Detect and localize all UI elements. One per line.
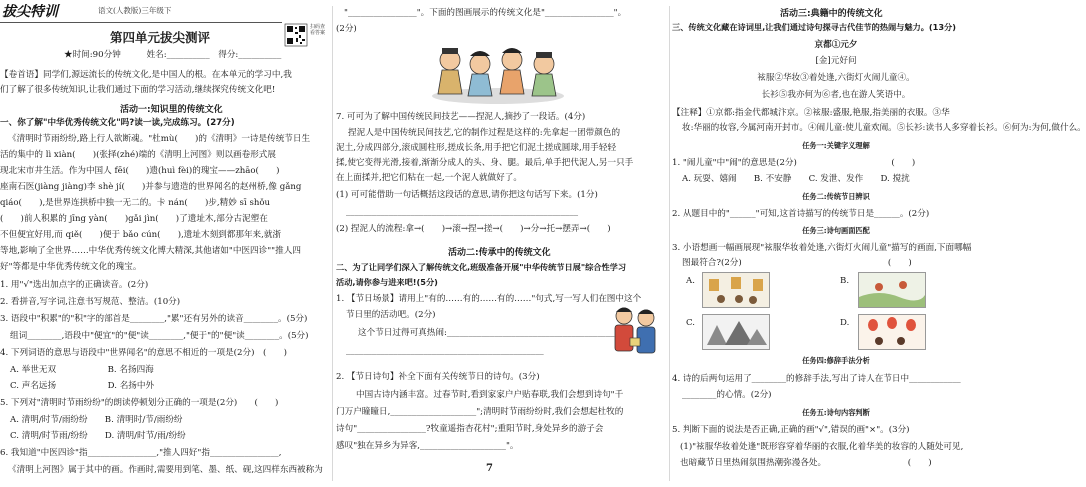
poem-notes-cont: 妆:华丽的妆容,今属河南开封市。④闹儿童:使儿童欢闹。⑤长衫:读书人多穿着长衫。⑥何为:为何,做什么。 — [682, 123, 1086, 133]
section-3-heading: 三、传统文化藏在诗词里,让我们通过诗句探寻古代佳节的热闹与魅力。(13分) — [672, 22, 956, 32]
answer-blank[interactable]: ______________________________________________ — [346, 346, 544, 356]
task-5-heading: 任务五:诗句内容判断 — [802, 408, 870, 417]
clay-figure — [438, 48, 462, 94]
passage-line: 感叹"独在异乡为异客,____________________"。 — [336, 441, 519, 451]
statement-1-cont: 也暗藏节日里热闹氛围热潮弥漫各处。 ( ) — [680, 458, 932, 468]
answer-blank[interactable]: 这个节日过得可真热闹:_______________________________________ — [358, 328, 615, 338]
statement-1: (1)"袨服华妆着处逢"既形容穿着华丽的衣服,化着华美的妆容的人随处可见, — [680, 442, 964, 452]
option-label: C. — [686, 318, 696, 328]
passage-line: 现北宋市井生活。作为中国人 fēi( )遗(huì fèi)的瑰宝——zhāo( ) — [0, 166, 280, 176]
question-3-2: 2. 从题目中的"______"可知,这首诗描写的传统节日是______。(2分) — [672, 209, 930, 219]
question-3-3-cont: 图最符合?(2分) ( ) — [682, 258, 912, 268]
option-row: C. 清明/时节雨/纷纷 D. 清明/时节/雨/纷纷 — [10, 431, 186, 441]
option-label: B. — [840, 276, 850, 286]
poem-line-2: 长衫⑤我亦何为⑥者,也在游人笑语中。 — [761, 90, 911, 100]
question-6-score: (2分) — [336, 24, 357, 34]
option-row: A. 举世无双 B. 名扬四海 — [10, 365, 154, 375]
section-2-heading: 二、为了让同学们深入了解传统文化,班级准备开展"中华传统节日展"综合性学习 — [336, 262, 627, 272]
poem-author: [金]元好问 — [815, 56, 857, 66]
brand-logo: 拔尖特训 — [2, 4, 58, 20]
passage-line: 在上面揉并,把它们粘在一起,一个泥人就做好了。 — [336, 173, 522, 183]
passage-line: 活的集中的 lì xiàn( )(张择(zhé)端的《清明上河图》则以画卷形式展 — [0, 150, 276, 160]
passage-line: 等地,影响了全世界……中华优秀传统文化博大精深,其他诸如"中医四诊""推人四 — [0, 246, 301, 256]
question-2-2: 2. 【节日诗句】补全下面有关传统节日的诗句。(3分) — [336, 372, 540, 382]
question-2-1: 1. 【节日场景】请用上"有的……有的……有的……"句式,写一写人们在图中这个 — [336, 294, 642, 304]
question-6-cont: 《清明上河图》属于其中的画。作画时,需要用到笔、墨、纸、砚,这四样东西被称为 — [8, 465, 323, 475]
section-2-heading-cont: 活动,请你参与进来吧!(5分) — [336, 277, 438, 287]
right-column — [672, 0, 1086, 487]
qr-caption: 扫码查看答案 — [310, 24, 326, 36]
option-a-picture[interactable] — [702, 272, 770, 308]
subject-label: 语文(人教版)三年级下 — [98, 6, 172, 15]
task-3-heading: 任务三:诗句画面匹配 — [802, 226, 870, 235]
passage-line: qiáo( ),是世界连拱桥中独一无二的。卡 nán( )步,精妙 sī shǒu — [0, 198, 271, 208]
question-5: 5. 下列对"清明时节雨纷纷"的朗读停顿划分正确的一项是(2分) ( ) — [0, 398, 279, 408]
passage-line: 好"等都是中华优秀传统文化的瑰宝。 — [0, 262, 142, 272]
passage-line: 捏泥人是中国传统民间技艺,它的制作过程是这样的:先拿起一团带颜色的 — [348, 128, 621, 138]
passage-line: 座南石医(jiàng jiàng)李 shè jí( )并参与遗造的世界闻名的赵州桥,像 gǎng — [0, 182, 302, 192]
header-rule — [0, 22, 282, 23]
poem-line-1: 袨服②华妆③着处逢,六街灯火闹儿童④。 — [757, 73, 915, 83]
option-b-picture[interactable] — [858, 272, 926, 308]
question-7-1: (1) 可可能借助一句话概括这段话的意思,请你把这句话写下来。(1分) — [336, 190, 598, 200]
question-6: 6. 我知道"中医四诊"指________________,"推人四好"指________________, — [0, 448, 282, 458]
poem-notes: 【注释】①京都:指金代都城汴京。②袨服:盛服,艳服,指美丽的衣服。③华 — [672, 108, 950, 118]
question-4: 4. 下列词语的意思与语段中"世界闻名"的意思不相近的一项是(2分) ( ) — [0, 348, 287, 358]
passage-line: 诗句"________________?牧童遥指杏花村";重阳节时,身处异乡的游子会 — [336, 424, 604, 434]
option-row: A. 玩耍、嬉闹 B. 不安静 C. 发泄、发作 D. 搅扰 — [682, 174, 910, 184]
question-6-tail: "________________"。下面的图画展示的传统文化是"________________"。 — [344, 8, 627, 18]
question-3-4: 4. 诗的后两句运用了________的修辞手法,写出了诗人在节日中____________ — [672, 374, 961, 384]
question-3: 3. 语段中"积累"的"积"字的部首是________,"累"还有另外的读音________。(5分) — [0, 314, 308, 324]
activity-3-heading: 活动三:典籍中的传统文化 — [780, 9, 883, 19]
question-3-1: 1. "闹儿童"中"闹"的意思是(2分) ( ) — [672, 158, 916, 168]
option-c-picture[interactable] — [702, 314, 770, 350]
middle-column — [336, 0, 666, 487]
passage-line: 不但便宜好用,而 qiě( )便于 bǎo cún( ),遗址木刻到都那年来,就浙 — [0, 230, 282, 240]
question-2-1-cont: 节日里的活动吧。(2分) — [346, 310, 436, 320]
answer-blank[interactable]: ______________________________________________________ — [346, 207, 579, 217]
poem-title: 京都①元夕 — [814, 40, 858, 50]
task-1-heading: 任务一:关键字义理解 — [802, 141, 870, 150]
section-1-heading: 一、你了解"中华优秀传统文化"吗?读一读,完成练习。(27分) — [0, 118, 235, 128]
activity-2-heading: 活动二:传承中的传统文化 — [448, 248, 551, 258]
option-label: D. — [840, 318, 850, 328]
option-label: A. — [686, 276, 695, 286]
clay-figure — [532, 52, 556, 96]
option-row: A. 清明/时节/雨纷纷 B. 清明时/节/雨纷纷 — [10, 415, 183, 425]
column-divider — [669, 6, 670, 481]
passage-line: 泥土,分成四部分,滚成圆柱形,搓成长条,用手把它们泥土搓成圆球,用手轻轻 — [336, 143, 617, 153]
question-3-cont: 组词________,语段中"便宜"的"便"读________,"便于"的"便"读________。(5分) — [10, 331, 309, 341]
activity-1-heading: 活动一:知识里的传统文化 — [120, 105, 223, 115]
time-score-line: ★时间:90分钟 姓名:__________ 得分:__________ — [64, 50, 282, 60]
passage-line: 揉,使它变得光滑,接着,渐渐分成人的头、身、腿。最后,单手把代泥人,另一只手 — [336, 158, 634, 168]
question-2: 2. 看拼音,写字词,注意书写规范、整洁。(10分) — [0, 297, 181, 307]
question-1: 1. 用"√"选出加点字的正确读音。(2分) — [0, 280, 149, 290]
passage-line: 《清明时节雨纷纷,路上行人欲断魂。"杜mù( )的《清明》一诗是传统节日生 — [8, 134, 311, 144]
question-7: 7. 可可为了解中国传统民间技艺——捏泥人,摘抄了一段话。(4分) — [336, 112, 586, 122]
clay-figures-illustration — [428, 38, 568, 106]
passage-line: 门万户瞳瞳日,____________________";清明时节雨纷纷时,我们会想起杜牧的 — [336, 407, 624, 417]
column-divider — [332, 6, 333, 481]
passage-line: ( )前人积累的 jīng yàn( )gǎi jìn( )了遗址木,部分古泥塑在 — [0, 214, 268, 224]
task-4-heading: 任务四:修辞手法分析 — [802, 356, 870, 365]
option-d-picture[interactable] — [858, 314, 926, 350]
question-3-3: 3. 小语想画一幅画展现"袨服华妆着处逢,六街灯火闹儿童"描写的画面,下面哪幅 — [672, 243, 972, 253]
question-7-2: (2) 捏泥人的流程:拿→( )→滚→捏→搓→( )→分→托→摆弄→( ) — [336, 224, 611, 234]
page-number: 7 — [486, 463, 493, 474]
qr-code-icon — [285, 24, 307, 46]
passage-line: 中国古诗内涵丰富。过春节时,看到家家户户贴春联,我们会想到诗句"千 — [356, 390, 624, 400]
festival-children-illustration — [608, 300, 662, 360]
question-3-5: 5. 判断下面的说法是否正确,正确的画"√",错误的画"×"。(3分) — [672, 425, 910, 435]
clay-figure — [500, 48, 524, 94]
option-row: C. 声名远扬 D. 名扬中外 — [10, 381, 155, 391]
clay-figure — [468, 51, 492, 96]
page-title: 第四单元拔尖测评 — [110, 30, 211, 45]
task-2-heading: 任务二:传统节日辨识 — [802, 192, 870, 201]
intro-line-2: 们了解了很多传统知识,让我们通过下面的学习活动,继续探究传统文化吧! — [0, 85, 276, 95]
left-column — [0, 0, 328, 487]
intro-line-1: 【卷首语】同学们,源远流长的传统文化,是中国人的根。在本单元的学习中,我 — [0, 70, 292, 80]
question-3-4-cont: ________的心情。(2分) — [682, 390, 772, 400]
